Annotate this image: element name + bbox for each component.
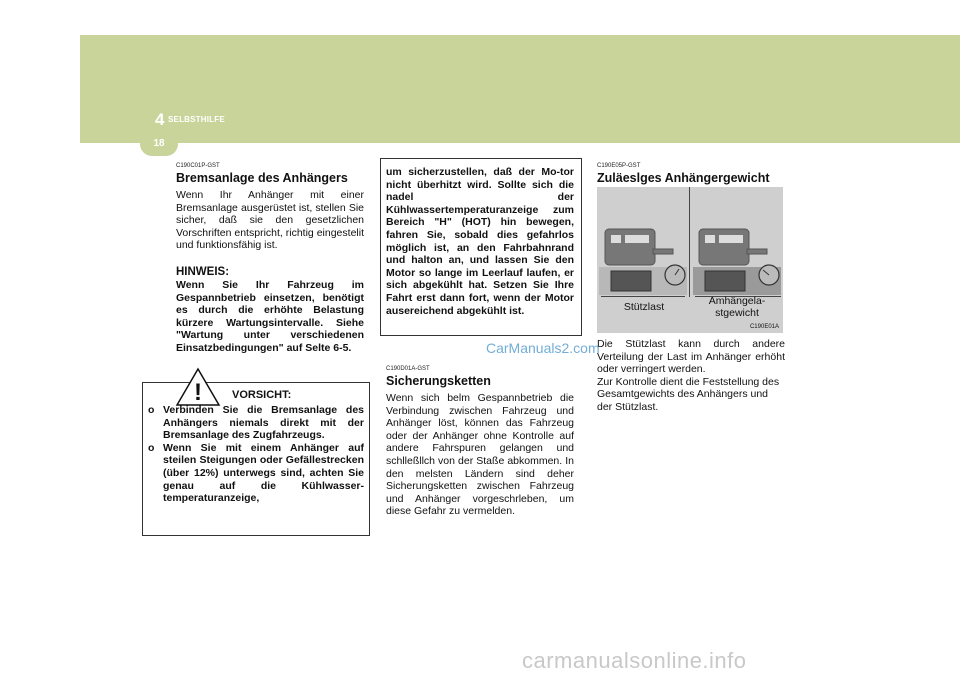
caution-title: VORSICHT: (232, 389, 292, 401)
note-heading: HINWEIS: (176, 265, 230, 278)
caution-continued-text: um sicherzustellen, daß der Mo-tor nicht überhitzt wird. Sollte sich die nadel der Kühlwassertemperaturanzeige zum Bereich "H" (HOT) hin bewegen, fahren Sie, sobald dies gefahrlos möglich ist, an den Fahrbahnrand und halton an, und lassen Sie den Motor so lange im Leerlauf laufen, er sich abgekühlt hat. Setzen Sie Ihre Fahrt erst dann fort, wenn der Motor ausereichend abgekühlt ist. (386, 166, 574, 317)
warning-triangle-icon (175, 367, 221, 407)
figure-divider (689, 187, 690, 297)
page-number: 18 (153, 138, 165, 149)
column-trailer-brakes (176, 163, 364, 355)
trailer-weight-label: Amhängela- stgewicht (708, 295, 766, 319)
caution-list (148, 404, 364, 505)
section-title: Bremsanlage des Anhängers (176, 171, 348, 185)
section-body-2: Zur Kontrolle dient die Feststellung des Gesamtgewichts des Anhängers und der Stützlast. (597, 375, 780, 413)
section-body: Wenn Ihr Anhänger mit einer Bremsanlage ausgerüstet ist, stellen Sie sicher, daß sie den gesetzlichen Vorschriften entspricht, richtig eingestelit und funktionsfähig ist. (176, 189, 364, 252)
bullet: o (148, 404, 155, 416)
trailer-illustration (597, 187, 783, 297)
section-title: Zuläeslges Anhängergewicht (597, 171, 770, 185)
chapter-title: SELBSTHILFE (168, 115, 225, 124)
caution-item-text: Verbinden Sie die Bremsanlage des Anhängers niemals direkt mit der Bremsanlage des Zugfahrzeugs. (163, 404, 364, 442)
chapter-header-band (80, 35, 960, 143)
footer-watermark: carmanualsonline.info (522, 648, 747, 673)
column-trailer-weight (597, 163, 785, 189)
note-body: Wenn Sie Ihr Fahrzeug im Gespannbetrieb einsetzen, benötigt es durch die erhöhte Belastung kürzere Wartungsintervalle. Siehe "Wartung unter verschiedenen Einsatzbedingungen" auf Selte 6-5. (176, 278, 364, 354)
column-safety-chains (386, 366, 574, 518)
chapter-number: 4 (155, 110, 165, 129)
section-body: Die Stützlast kann durch andere Verteilung der Last im Anhänger erhöht oder verringert werden. (597, 338, 785, 376)
caution-item (148, 442, 364, 505)
tongue-load-figure (597, 187, 783, 333)
caution-item (148, 404, 364, 442)
site-watermark: CarManuals2.com (486, 340, 600, 356)
section-code: C190C01P-GST (176, 163, 220, 169)
svg-text:!: ! (194, 379, 202, 406)
tongue-load-label: Stützlast (623, 301, 665, 313)
section-code: C190D01A-GST (386, 366, 430, 372)
caution-item-text: Wenn Sie mit einem Anhänger auf steilen Steigungen oder Gefällestrecken (über 12%) unterwegs sind, achten Sie genau auf die Kühlwasser-temperaturanzeige, (163, 441, 364, 505)
trailer-weight-body (597, 338, 785, 414)
caution-continued-text-wrap (386, 166, 574, 317)
bullet: o (148, 441, 155, 454)
figure-code: C190E01A (749, 324, 779, 330)
section-body: Wenn sich belm Gespannbetrieb die Verbindung zwischen Fahrzeug und Anhänger löst, können das Fahrzeug oder der Anhänger ohne Kontrolle auf andere Fahrspuren gelangen und schlleßllch von der Staße abkommen. In den melsten Ländern sind deher Sicherungsketten zwischen Fahrzeug und Anhänger vorgeschrleben, um diese Gefahr zu vermelden. (386, 392, 574, 518)
section-title: Sicherungsketten (386, 374, 491, 388)
section-code: C190E05P-GST (597, 163, 641, 169)
